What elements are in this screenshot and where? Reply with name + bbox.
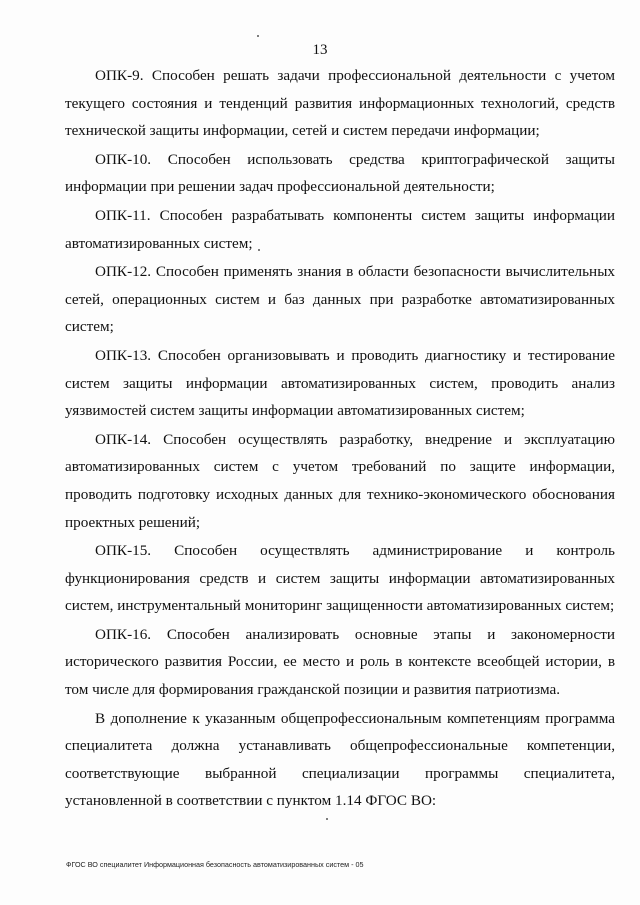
paragraph-opk-9: ОПК-9. Способен решать задачи профессиональной деятельности с учетом текущего состояния и тенденций развития информационных технологий, средств технической защиты информации, сетей и систем передачи информации; xyxy=(65,67,615,140)
paragraph-opk-14: ОПК-14. Способен осуществлять разработку, внедрение и эксплуатацию автоматизированных систем с учетом требований по защите информации, проводить подготовку исходных данных для технико-экономического обоснования проектных решений; xyxy=(65,430,615,531)
paragraph-opk-10: ОПК-10. Способен использовать средства криптографической защиты информации при решении задач профессиональной деятельности; xyxy=(65,150,615,196)
scan-speck xyxy=(326,818,328,820)
paragraph-additional-competencies: В дополнение к указанным общепрофессиональным компетенциям программа специалитета должна устанавливать общепрофессиональные компетенции, соответствующие выбранной специализации программы специалитета, установленной в соответствии с пунктом 1.14 ФГОС ВО: xyxy=(65,709,615,810)
paragraph-opk-11: ОПК-11. Способен разрабатывать компоненты систем защиты информации автоматизированных систем; xyxy=(65,206,615,252)
paragraph-opk-16: ОПК-16. Способен анализировать основные этапы и закономерности исторического развития России, ее место и роль в контексте всеобщей истории, в том числе для формирования гражданской позиции и развития патриотизма. xyxy=(65,625,615,699)
document-body xyxy=(65,62,615,816)
page-number: 13 xyxy=(312,42,328,58)
paragraph-opk-15: ОПК-15. Способен осуществлять администрирование и контроль функционирования средств и систем защиты информации автоматизированных систем, инструментальный мониторинг защищенности автоматизированных систем; xyxy=(65,542,615,615)
paragraph-opk-12: ОПК-12. Способен применять знания в области безопасности вычислительных сетей, операционных систем и баз данных при разработке автоматизированных систем; xyxy=(65,263,615,336)
page-footer: ФГОС ВО специалитет Информационная безопасность автоматизированных систем - 05 xyxy=(66,860,364,869)
paragraph-opk-13: ОПК-13. Способен организовывать и проводить диагностику и тестирование систем защиты информации автоматизированных систем, проводить анализ уязвимостей систем защиты информации автоматизированных систем; xyxy=(65,346,615,420)
scan-speck xyxy=(258,249,260,251)
scan-speck xyxy=(257,35,259,37)
